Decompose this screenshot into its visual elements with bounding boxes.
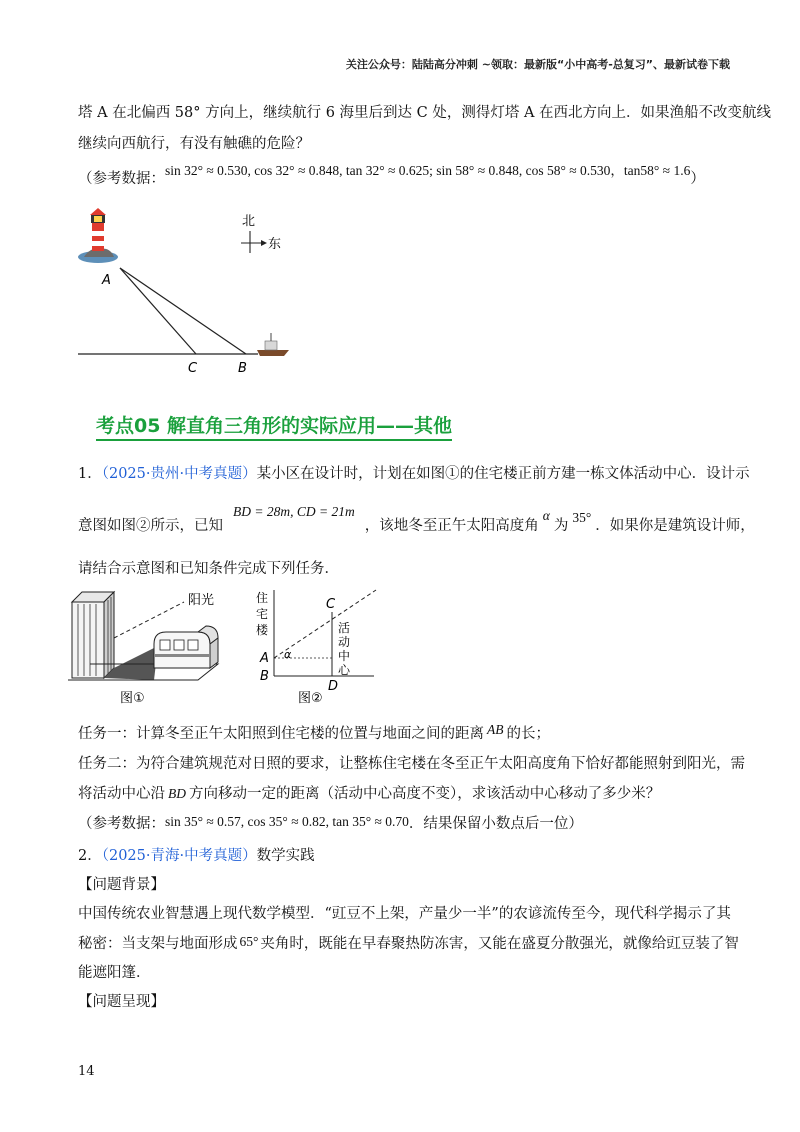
- fig2-point-b: B: [260, 669, 269, 684]
- problem2-title-text: 数学实践: [256, 848, 315, 864]
- problem1-source: （2025·贵州·中考真题）: [101, 466, 257, 482]
- fig2-point-a: A: [260, 651, 269, 666]
- task1: [78, 722, 550, 743]
- figure2-caption: 图②: [298, 691, 323, 706]
- task2-bd: BD: [168, 786, 186, 801]
- building-label-3: 楼: [256, 623, 269, 637]
- problem1-line1: [78, 462, 750, 483]
- center-label-3: 中: [338, 649, 351, 663]
- center-label-4: 心: [338, 663, 351, 677]
- point-c-label: C: [188, 361, 198, 376]
- prev-problem-line2: 继续向西航行，有没有触礁的危险？: [78, 136, 310, 152]
- problem1-line2-wei: 为: [553, 518, 569, 534]
- section-title: 考点05 解直角三角形的实际应用——其他: [96, 411, 452, 441]
- task1-ab: AB: [487, 722, 504, 737]
- page-number: 14: [78, 1064, 95, 1079]
- problem1-text: 某小区在设计时，计划在如图①的住宅楼正前方建一栋文体活动中心．设计示: [256, 466, 750, 482]
- figure1-buildings: [68, 588, 238, 708]
- sunlight-label: 阳光: [188, 593, 215, 608]
- ref-math: sin 32° ≈ 0.530, cos 32° ≈ 0.848, tan 32° ≈ 0.625; sin 58° ≈ 0.848, cos 58° ≈ 0.530，tan58° ≈ 1.6: [165, 163, 691, 178]
- figure2-schematic: [250, 588, 390, 708]
- compass-icon: [241, 231, 267, 253]
- point-b-label: B: [238, 361, 247, 376]
- problem1-reference: [78, 812, 583, 833]
- task2-pre: 将活动中心沿: [78, 786, 165, 802]
- fig2-alpha: α: [284, 648, 292, 661]
- p1-ref-open: （参考数据：: [78, 816, 165, 832]
- problem2-angle: 65°: [239, 934, 259, 949]
- problem1-line3: 请结合示意图和已知条件完成下列任务．: [78, 561, 339, 577]
- point-a-label: A: [102, 273, 111, 288]
- angle-value: 35°: [572, 510, 592, 525]
- boat-icon: [257, 333, 289, 356]
- building-label-2: 宅: [256, 607, 269, 621]
- problem2-line1: 中国传统农业智慧遇上现代数学模型．“豇豆不上架，产量少一半”的农谚流传至今，现代科学揭示了其: [78, 906, 731, 922]
- p1-ref-close: ．结果保留小数点后一位）: [408, 816, 583, 832]
- problem2-bg-heading: 【问题背景】: [78, 877, 165, 893]
- prev-problem-reference: [78, 163, 705, 188]
- problem2-line2-post: 夹角时，既能在早春聚热防冻害，又能在盛夏分散强光，就像给豇豆装了智: [260, 936, 739, 952]
- center-label-2: 动: [338, 635, 351, 649]
- navigation-figure: [70, 205, 310, 380]
- problem2-present-heading: 【问题呈现】: [78, 994, 165, 1010]
- figure1-caption: 图①: [120, 691, 145, 706]
- task1-post: 的长；: [506, 726, 550, 742]
- task2-line2: [78, 782, 660, 803]
- problem2-source: （2025·青海·中考真题）: [101, 848, 257, 864]
- building-label-1: 住: [256, 591, 269, 605]
- task2-line1: 任务二：为符合建筑规范对日照的要求，让整栋住宅楼在冬至正午太阳高度角下恰好都能照射到阳光，需: [78, 756, 745, 772]
- p1-ref-math: sin 35° ≈ 0.57, cos 35° ≈ 0.82, tan 35° ≈ 0.70: [165, 814, 409, 829]
- problem2-number: 2．: [78, 848, 102, 864]
- alpha-symbol: α: [542, 508, 550, 523]
- ref-open: （参考数据：: [78, 171, 165, 187]
- task2-post: 方向移动一定的距离（活动中心高度不变），求该活动中心移动了多少米？: [189, 786, 661, 802]
- problem1-number: 1．: [78, 466, 102, 482]
- problem1-line2-end: ．如果你是建筑设计师，: [595, 518, 755, 534]
- prev-problem-line1: 塔 A 在北偏西 58° 方向上，继续航行 6 海里后到达 C 处，测得灯塔 A 在西北方向上．如果渔船不改变航线: [78, 105, 772, 121]
- problem1-given-math: BD = 28m, CD = 21m: [233, 504, 355, 519]
- lighthouse-icon: [78, 208, 118, 263]
- task1-pre: 任务一：计算冬至正午太阳照到住宅楼的位置与地面之间的距离: [78, 726, 484, 742]
- problem1-line2-mid: ，该地冬至正午太阳高度角: [364, 518, 539, 534]
- east-label: 东: [268, 237, 282, 252]
- problem1-line2: [78, 504, 755, 535]
- problem1-line2-pre: 意图如图②所示，已知: [78, 518, 223, 534]
- problem2-line2: [78, 932, 739, 953]
- problem2-line3: 能遮阳篷．: [78, 965, 151, 981]
- center-label-1: 活: [338, 621, 351, 635]
- north-label: 北: [242, 214, 256, 229]
- header-note: 关注公众号：陆陆高分冲刺 ~领取：最新版“小中高考-总复习”、最新试卷下载: [345, 58, 730, 71]
- problem2-title: [78, 844, 315, 865]
- problem2-line2-pre: 秘密：当支架与地面形成: [78, 936, 238, 952]
- fig2-point-c: C: [326, 597, 336, 612]
- ref-close: ）: [690, 171, 705, 187]
- fig2-point-d: D: [328, 679, 339, 694]
